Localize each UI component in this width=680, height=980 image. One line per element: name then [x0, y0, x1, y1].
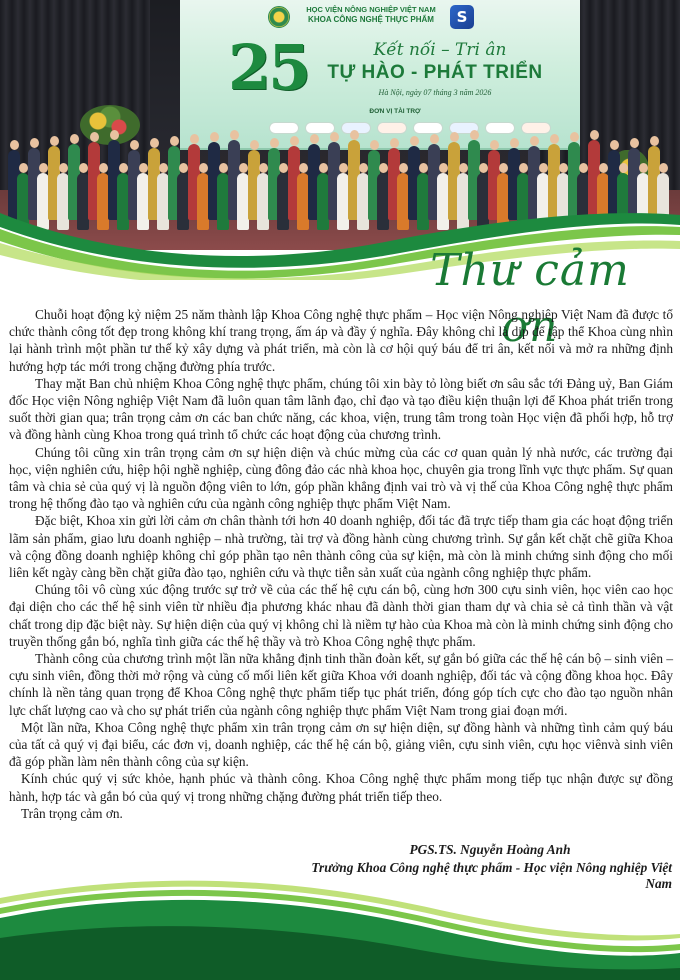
attendee-head: [590, 130, 599, 140]
sponsor-logo: [521, 122, 551, 134]
attendee-head: [439, 163, 448, 173]
paragraph: Một lần nữa, Khoa Công nghệ thực phẩm xin trân trọng cảm ơn sự hiện diện, sự đồng hành và những tình cảm quý báu của tất cả quý vị đại biểu, các đơn vị, doanh nghiệp, các thế hệ cán bộ, giảng viên, cựu sinh viên, cựu học viênvà sinh viên đã góp phần làm nên thành công của sự kiện.: [9, 719, 673, 770]
attendee-head: [159, 163, 168, 173]
attendee-head: [639, 163, 648, 173]
attendee-head: [479, 163, 488, 173]
attendee-head: [19, 163, 28, 173]
attendee-head: [239, 163, 248, 173]
attendee-head: [230, 130, 239, 140]
stage-backdrop: [180, 0, 580, 150]
attendee-head: [50, 136, 59, 146]
attendee-head: [170, 136, 179, 146]
attendee-head: [359, 163, 368, 173]
attendee-head: [59, 163, 68, 173]
attendee-head: [319, 163, 328, 173]
sponsor-logos: [250, 122, 570, 136]
attendee-head: [219, 163, 228, 173]
attendee-head: [70, 134, 79, 144]
attendee-head: [210, 132, 219, 142]
attendee-head: [290, 136, 299, 146]
attendee-head: [39, 163, 48, 173]
attendee-head: [370, 140, 379, 150]
attendee-head: [30, 138, 39, 148]
attendee-head: [419, 163, 428, 173]
attendee-head: [270, 138, 279, 148]
attendee-head: [199, 163, 208, 173]
attendee-head: [450, 132, 459, 142]
attendee-head: [490, 140, 499, 150]
sponsor-logo: [485, 122, 515, 134]
attendee-head: [350, 130, 359, 140]
backdrop-slogan: TỰ HÀO - PHÁT TRIỂN: [327, 62, 543, 83]
attendee-head: [430, 134, 439, 144]
signer-title: Trưởng Khoa Công nghệ thực phẩm - Học viện Nông nghiệp Việt Nam: [311, 860, 672, 891]
attendee-head: [110, 130, 119, 140]
attendee-head: [550, 134, 559, 144]
attendee-head: [130, 140, 139, 150]
attendee-head: [79, 163, 88, 173]
sponsor-logo: [413, 122, 443, 134]
flower-arrangement: [80, 105, 140, 145]
anniversary-number: 25: [228, 31, 309, 104]
attendee-head: [179, 163, 188, 173]
paragraph: Chúng tôi cũng xin trân trọng cảm ơn sự hiện diện và chúc mừng của các cơ quan quản lý nhà nước, các trường đại học, viện nghiên cứu, hiệp hội nghề nghiệp, cùng đông đảo các nhà khoa học, chuyên gia trong lĩnh vực thực phẩm. Sự quan tâm và chia sẻ của quý vị là nguồn động viên to lớn, góp phần khẳng định vai trò và vị thế của Khoa Công nghệ thực phẩm trong hệ thống đào tạo và nghiên cứu của ngành công nghiệp thực phẩm Việt Nam.: [9, 444, 673, 512]
attendee-head: [339, 163, 348, 173]
attendee-head: [659, 163, 668, 173]
attendee-head: [570, 132, 579, 142]
paragraph: Thay mặt Ban chủ nhiệm Khoa Công nghệ thực phẩm, chúng tôi xin bày tỏ lòng biết ơn sâu sắc tới Đảng uỷ, Ban Giám đốc Học viện Nông nghiệp Việt Nam đã luôn quan tâm lãnh đạo, chỉ đạo và tạo điều kiện thuận lợi để Khoa phát triển trong suốt thời gian qua; trân trọng cảm ơn các ban chức năng, các khoa, viện, trung tâm trong toàn Học viện đã phối hợp, hỗ trợ và đồng hành cùng Khoa trong quá trình tổ chức các hoạt động của chương trình.: [9, 375, 673, 443]
sponsor-logo: [269, 122, 299, 134]
backdrop-date: Hà Nội, ngày 07 tháng 3 năm 2026: [378, 88, 492, 97]
attendee-head: [119, 163, 128, 173]
attendee-head: [399, 163, 408, 173]
attendee-head: [330, 132, 339, 142]
attendee-head: [410, 136, 419, 146]
attendee-head: [519, 163, 528, 173]
attendee-head: [619, 163, 628, 173]
attendee-head: [139, 163, 148, 173]
attendee-head: [390, 138, 399, 148]
attendee-head: [539, 163, 548, 173]
paragraph: Đặc biệt, Khoa xin gửi lời cảm ơn chân thành tới hơn 40 doanh nghiệp, đối tác đã trực tiếp tham gia các hoạt động triển lãm sản phẩm, giao lưu doanh nghiệp – nhà trường, tài trợ và đồng hành cùng chương trình. Sự gắn kết chặt chẽ giữa Khoa và cộng đồng doanh nghiệp không chỉ góp phần tạo nên thành công của sự kiện, mà còn là minh chứng sinh động cho mối liên kết ngày càng bền chặt giữa đào tạo, nghiên cứu và thực tiễn sản xuất của ngành công nghiệp thực phẩm.: [9, 513, 673, 581]
attendee-head: [499, 163, 508, 173]
sponsor-label: ĐƠN VỊ TÀI TRỢ: [369, 108, 421, 115]
attendee-head: [150, 138, 159, 148]
attendee-head: [599, 163, 608, 173]
academy-logo-icon: [268, 6, 290, 28]
attendee-head: [559, 163, 568, 173]
attendee-head: [459, 163, 468, 173]
attendee-head: [579, 163, 588, 173]
backdrop-institution: HỌC VIỆN NÔNG NGHIỆP VIỆT NAM KHOA CÔNG NGHỆ THỰC PHẨM: [306, 5, 436, 24]
attendee-head: [510, 138, 519, 148]
attendee-head: [190, 134, 199, 144]
attendee-head: [630, 138, 639, 148]
attendee-head: [10, 140, 19, 150]
attendee-head: [250, 140, 259, 150]
attendee-head: [650, 136, 659, 146]
paragraph: Kính chúc quý vị sức khỏe, hạnh phúc và thành công. Khoa Công nghệ thực phẩm mong tiếp tục nhận được sự đồng hành, hợp tác và gắn bó của quý vị trong những chặng đường phát triển tiếp theo.: [9, 771, 673, 804]
letter-title: Thư cảm ơn: [430, 245, 630, 352]
attendee-head: [259, 163, 268, 173]
faculty-logo-icon: S: [450, 5, 474, 29]
paragraph: Thành công của chương trình một lần nữa khẳng định tinh thần đoàn kết, sự gắn bó giữa các thế hệ cán bộ – sinh viên – cựu sinh viên, đồng thời mở rộng và củng cố mối liên kết giữa Khoa với doanh nghiệp, đối tác và cộng đồng khoa học. Đây chính là nền tảng quan trọng để Khoa Công nghệ thực phẩm tiếp tục phát triển, đóng góp tích cực cho đào tạo nguồn nhân lực chất lượng cao và cho sự phát triển của ngành công nghiệp thực phẩm Việt Nam trong giai đoạn mới.: [9, 651, 673, 718]
paragraph: Chúng tôi vô cùng xúc động trước sự trở về của các thế hệ cựu cán bộ, cùng hơn 300 cựu sinh viên, học viên cao học đại diện cho các thế hệ sinh viên từ nhiều địa phương khác nhau đã dành thời gian tham dự và chia sẻ cả tình thần và vật chất trong dịp đặc biệt này. Sự hiện diện của quý vị không chỉ là niềm tự hào của Khoa mà còn là minh chứng sinh động cho truyền thống gắn bó, nghĩa tình giữa các thế hệ thầy và trò Khoa Công nghệ thực phẩm.: [9, 582, 673, 649]
attendee-head: [90, 132, 99, 142]
attendee-head: [299, 163, 308, 173]
green-wave-bottom: [0, 858, 680, 980]
signer-name: PGS.TS. Nguyễn Hoàng Anh: [409, 842, 571, 857]
paragraph: Chuỗi hoạt động kỷ niệm 25 năm thành lập Khoa Công nghệ thực phẩm – Học viện Nông nghiệp Việt Nam đã được tổ chức thành công tốt đẹp trong không khí trang trọng, ấm áp và đầy ý nghĩa. Đây không chỉ là dịp để tập thể Khoa cùng nhìn lại hành trình một phần tư thế kỷ xây dựng và phát triển, mà còn là cơ hội quý báu để tri ân, kết nối và mở ra những định hướng hợp tác mới trong chặng đường phía trước.: [9, 307, 673, 374]
attendee-head: [470, 130, 479, 140]
attendee-head: [610, 140, 619, 150]
attendee-head: [379, 163, 388, 173]
sponsor-logo: [305, 122, 335, 134]
closing-line: Trân trọng cảm ơn.: [21, 805, 123, 821]
attendee-head: [279, 163, 288, 173]
attendee-head: [530, 136, 539, 146]
letter-body: [9, 306, 673, 822]
attendee-head: [99, 163, 108, 173]
attendee-head: [310, 134, 319, 144]
sponsor-logo: [377, 122, 407, 134]
backdrop-script-line: Kết nối – Tri ân: [373, 40, 507, 60]
